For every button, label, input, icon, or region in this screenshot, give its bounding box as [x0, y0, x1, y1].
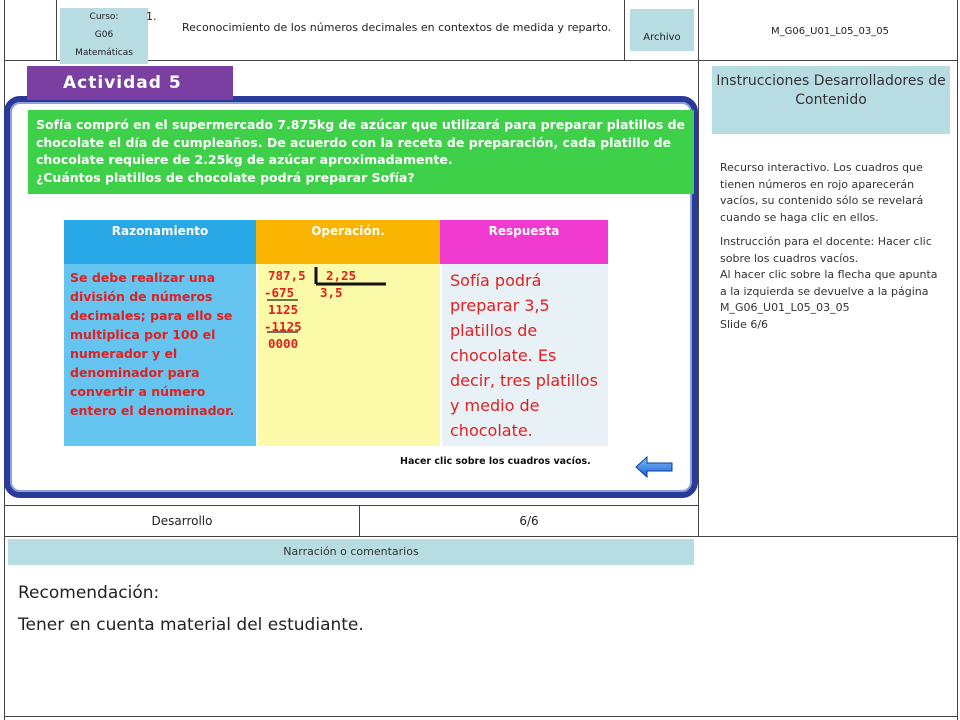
lesson-title: Reconocimiento de los números decimales en contextos de medida y reparto.: [182, 21, 612, 34]
file-code: M_G06_U01_L05_03_05: [771, 26, 889, 37]
instructions-body: [720, 160, 940, 333]
problem-line: chocolate requiere de 2.25kg de azúcar aproximadamente.: [36, 152, 453, 167]
activity-title: Actividad 5: [27, 66, 233, 100]
remainder-step: 1125: [268, 302, 299, 317]
arrow-instruction: Al hacer clic sobre la flecha que apunta a la izquierda se devuelve a la página: [720, 268, 938, 298]
header-operation: Operación.: [256, 220, 440, 264]
course-grade: G06: [94, 30, 114, 40]
subtraction-step: -1125: [264, 319, 302, 334]
instructions-paragraph: [720, 234, 940, 333]
header-reasoning: Razonamiento: [64, 220, 256, 264]
course-label: Curso:: [89, 12, 119, 22]
dividend: 787,5: [268, 268, 306, 283]
recommendation-text: Tener en cuenta material del estudiante.: [18, 615, 364, 635]
table-border: [624, 0, 625, 60]
answer-cell[interactable]: Sofía podrá preparar 3,5 platillos de chocolate. Es decir, tres platillos y medio de chocolate.: [442, 264, 608, 446]
narration-label: Narración o comentarios: [8, 539, 694, 565]
quotient: 3,5: [320, 285, 343, 300]
instructions-title: Instrucciones Desarrolladores de Contenido: [712, 66, 950, 134]
final-remainder: 0000: [268, 336, 299, 351]
division-bracket: [258, 264, 440, 364]
teacher-instruction: Instrucción para el docente: Hacer clic sobre los cuadros vacíos.: [720, 235, 932, 265]
course-subject: Matemáticas: [75, 48, 133, 58]
problem-statement: [28, 110, 694, 194]
header-answer: Respuesta: [440, 220, 608, 264]
operation-cell[interactable]: [258, 264, 440, 446]
table-border: [4, 716, 958, 717]
problem-line: Sofía compró en el supermercado 7.875kg de azúcar que utilizará para preparar platillos de: [36, 117, 686, 132]
problem-question: ¿Cuántos platillos de chocolate podrá preparar Sofía?: [36, 169, 415, 185]
subtraction-step: -675: [264, 285, 295, 300]
divisor: 2,25: [326, 268, 357, 283]
arrow-left-icon[interactable]: [634, 455, 674, 479]
problem-line: chocolate el día de cumpleaños. De acuerdo con la receta de preparación, cada platillo de: [36, 134, 671, 150]
table-border: [698, 0, 699, 536]
lesson-number: 1.: [146, 10, 157, 23]
page-number: 6/6: [519, 514, 539, 528]
recommendation-title: Recomendación:: [18, 583, 160, 603]
archivo-label: Archivo: [630, 9, 694, 51]
stage-label: Desarrollo: [151, 514, 213, 528]
reasoning-cell[interactable]: Se debe realizar una división de números decimales; para ello se multiplica por 100 el numerador y el denominador para convertir a número entero el denominador.: [64, 264, 256, 446]
course-box: [60, 8, 148, 64]
table-border: [957, 0, 958, 720]
table-border: [56, 0, 57, 60]
click-hint: Hacer clic sobre los cuadros vacíos.: [400, 456, 591, 467]
instruction-slide: Slide 6/6: [720, 317, 769, 331]
instructions-paragraph: Recurso interactivo. Los cuadros que tienen números en rojo aparecerán vacíos, su contenido sólo se revelará cuando se haga clic en ellos.: [720, 161, 924, 224]
table-border: [4, 536, 958, 537]
instruction-code: M_G06_U01_L05_03_05: [720, 301, 850, 314]
